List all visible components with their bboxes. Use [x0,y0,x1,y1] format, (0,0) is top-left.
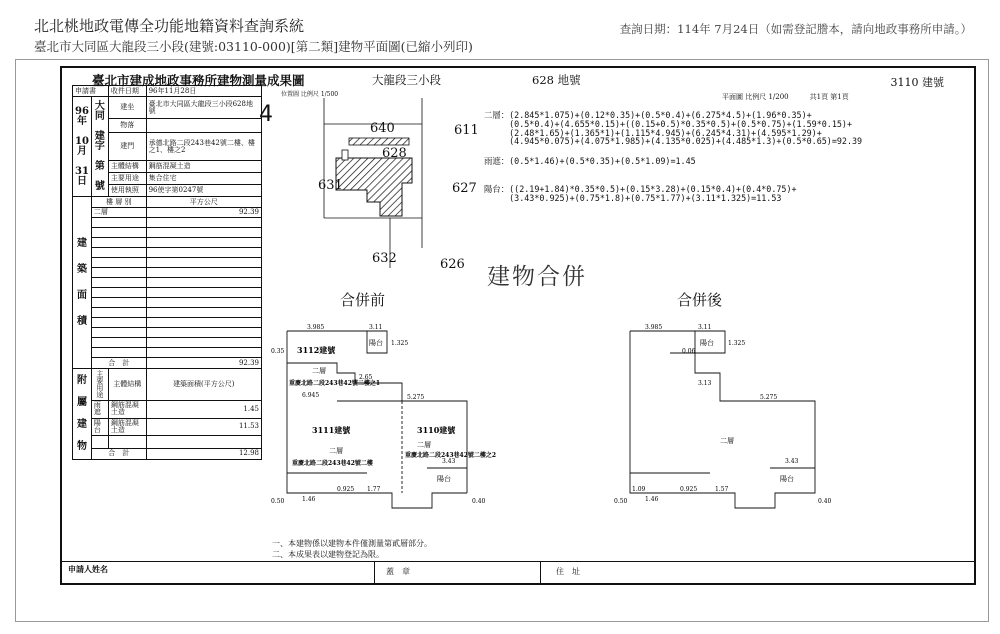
floor-label: 二層 [417,441,431,449]
attached-structure: 鋼筋混凝土造 [108,401,146,419]
attached-total: 12.98 [146,448,261,459]
applicant-name-label: 申請人姓名 [68,564,108,574]
dim-label: 3.11 [369,324,383,331]
land-number: 628 地號 [532,73,581,87]
after-merge-title: 合併後 [677,291,723,309]
total-area: 92.39 [146,358,261,369]
blank-cell [91,258,146,268]
balcony-label: 陽台 [700,339,714,347]
attached-use: 陽台 [91,418,108,436]
dim-label: 3.985 [645,324,663,331]
dim-label: 0.925 [680,486,698,493]
blank-cell [91,238,146,248]
after-merge-plan [610,323,840,513]
seal-label: 蓋 章 [386,567,410,576]
dim-label: 3.13 [698,380,712,387]
dim-label: 3.43 [442,458,456,465]
dim-label: 3.11 [698,324,712,331]
page-header-title: 北北桃地政電傳全功能地籍資料查詢系統 [34,17,305,35]
attached-total-label: 合 計 [91,448,146,459]
lot-number-627: 627 [452,181,477,196]
plan-number: 4 [259,102,273,127]
dim-label: 1.46 [302,496,316,503]
floor-area-formula: 二層：(2.845*1.075)+(0.12*0.35)+(0.5*0.4)+(6.275*4.5)+(1.96*0.35)+ (0.5*0.4)+(4.655*0.15)+((0.15+0.5)*0.35*0.5)+(0.5*0.75)+(1.59*0.15)+ (2.48*1.65)+(1.365*1)+(1.115*4.945)+(6.245*4.31)+(4.595*1.29)+ (4.945*0.075)+(4.075*1.985)+(4.135*0.025)+(4.485*1.3)+(0.5*0.65)=92.39 [484,110,863,147]
canopy-formula: 雨遮：(0.5*1.46)+(0.5*0.35)+(0.5*1.09)=1.45 [484,156,696,166]
building-footprint [342,150,348,160]
blank-cell [91,288,146,298]
total-label: 合 計 [91,358,146,369]
balcony-label: 陽台 [437,475,451,483]
dim-label: 5.275 [760,394,778,401]
footer-rule [62,561,974,562]
dim-label: 3.985 [307,324,325,331]
blank-cell [146,348,261,358]
permit-label: 使用執照 [108,185,146,197]
dim-label: 2.65 [359,374,373,381]
dim-label: 0.40 [472,498,486,505]
page-header-subtitle: 臺北市大同區大龍段三小段(建號:03110-000)[第二類]建物平面圖(已縮小列印) [34,39,473,54]
merge-title: 建物合併 [487,264,587,290]
use-label: 主要用途 [108,173,146,185]
floor-name: 二層 [91,208,146,218]
floor-label: 二層 [329,447,343,455]
note-2: 二、本成果表以建物登記為限。 [272,550,384,559]
receipt-date-label: 收件日期 [108,86,146,97]
survey-sheet [60,66,976,585]
dim-label: 1.325 [391,340,409,347]
blank-cell [91,338,146,348]
attached-side: 附 屬 建 物 [73,369,92,460]
dim-label: 0.40 [818,498,832,505]
area-header: 平方公尺 [146,197,261,208]
building-3112-label: 3112建號 [297,345,336,355]
lot-number-631: 631 [318,178,343,193]
footer-divider [374,561,375,583]
build-area-side: 建 築 面 積 [73,197,92,369]
scale-left: 位置圖 比例尺 1/500 [281,91,339,98]
applicant-label: 申請書 [73,86,109,97]
dim-label: 3.43 [785,458,799,465]
building-footprint [336,158,412,216]
before-merge-title: 合併前 [340,291,386,309]
blank-cell [91,308,146,318]
floor-label: 二層 [720,437,734,445]
dim-label: 6.945 [302,392,320,399]
note-1: 一、本建物係以建物本件僅測量第貳層部分。 [272,539,432,548]
blank-cell [91,248,146,258]
attached-use: 雨遮 [91,401,108,419]
dim-label: 1.46 [645,496,659,503]
address-note: 重慶北路二段243巷42號二樓之1 [289,380,381,387]
door-value: 承德北路二段243巷42號二樓、樓之1、樓之2 [146,133,261,161]
blank-cell [146,436,261,448]
lot-number-628: 628 [382,146,407,161]
building-number: 3110 建號 [890,76,944,89]
dim-label: 1.325 [728,340,746,347]
blank-cell [146,288,261,298]
blank-cell [146,258,261,268]
building-footprint [349,138,409,145]
address-note: 重慶北路二段243巷42號二樓 [292,460,373,467]
blank-cell [146,338,261,348]
dim-label: 1.57 [715,486,729,493]
dim-label: 0.925 [337,486,355,493]
balcony-formula: 陽台：((2.19+1.84)*0.35*0.5)+(0.15*3.28)+(0.15*0.4)+(0.4*0.75)+ (3.43*0.925)+(0.75*1.8)+(0.75*1.77)+(3.11*1.325)=11.53 [484,184,797,203]
attached-structure: 鋼筋混凝土造 [108,418,146,436]
dim-label: 0.35 [271,348,285,355]
floor-label: 二層 [312,367,326,375]
lot-number-632: 632 [372,251,397,266]
sheet-title: 臺北市建成地政事務所建物測量成果圖 [92,73,305,88]
lot-number-626: 626 [440,257,465,272]
attached-use-header: 主要用途 [91,369,108,401]
building-info-table [72,85,262,460]
blank-cell [146,218,261,228]
place-label: 物落 [108,119,146,133]
blank-cell [146,268,261,278]
lot-number-640: 640 [370,121,395,136]
use-value: 集合住宅 [146,173,261,185]
scale-right: 平面圖 比例尺 1/200 共1頁 第1頁 [722,93,849,101]
structure-value: 鋼筋混凝土造 [146,161,261,173]
blank-cell [91,348,146,358]
structure-label: 主體結構 [108,161,146,173]
blank-cell [108,436,146,448]
dim-label: 0.50 [614,498,628,505]
location-value: 臺北市大同區大龍段三小段628地號 [146,97,261,119]
blank-cell [91,268,146,278]
dim-label: 1.09 [632,486,646,493]
blank-cell [91,436,108,448]
place-value [146,119,261,133]
permit-value: 96使字第0247號 [146,185,261,197]
attached-area-header: 建築面積(平方公尺) [146,369,261,401]
blank-cell [91,218,146,228]
building-3110-label: 3110建號 [417,425,456,435]
blank-cell [146,248,261,258]
blank-cell [146,318,261,328]
location-label: 建坐 [108,97,146,119]
footer-divider [540,561,541,583]
blank-cell [146,298,261,308]
blank-cell [146,228,261,238]
blank-cell [91,298,146,308]
blank-cell [146,308,261,318]
dim-label: 0.50 [271,498,285,505]
query-date: 查詢日期：114年 7月24日（如需登記謄本，請向地政事務所申請。） [619,22,972,36]
balcony-label: 陽台 [780,475,794,483]
dim-label: 5.275 [407,394,425,401]
section-name: 大龍段三小段 [372,73,441,87]
door-label: 建門 [108,133,146,161]
blank-cell [146,328,261,338]
floor-header: 樓 層 別 [91,197,146,208]
dim-label: 0.06 [682,348,696,355]
address-note: 重慶北路二段243巷42號二樓之2 [405,452,497,459]
dim-label: 1.77 [367,486,381,493]
blank-cell [146,278,261,288]
blank-cell [91,328,146,338]
attached-area: 1.45 [146,401,261,419]
lot-number-611: 611 [454,123,479,138]
date-number: 大同 建字 第 號 [91,97,108,197]
address-label: 住 址 [556,567,580,576]
floor-area: 92.39 [146,208,261,218]
blank-cell [91,228,146,238]
attached-area: 11.53 [146,418,261,436]
receipt-date: 96年11月28日 [146,86,261,97]
blank-cell [146,238,261,248]
blank-cell [91,318,146,328]
date-year: 96年 10月 31日 [73,97,92,197]
building-3111-label: 3111建號 [312,425,351,435]
attached-structure-header: 主體結構 [108,369,146,401]
before-merge-plan [267,323,507,513]
balcony-label: 陽台 [369,339,383,347]
blank-cell [91,278,146,288]
